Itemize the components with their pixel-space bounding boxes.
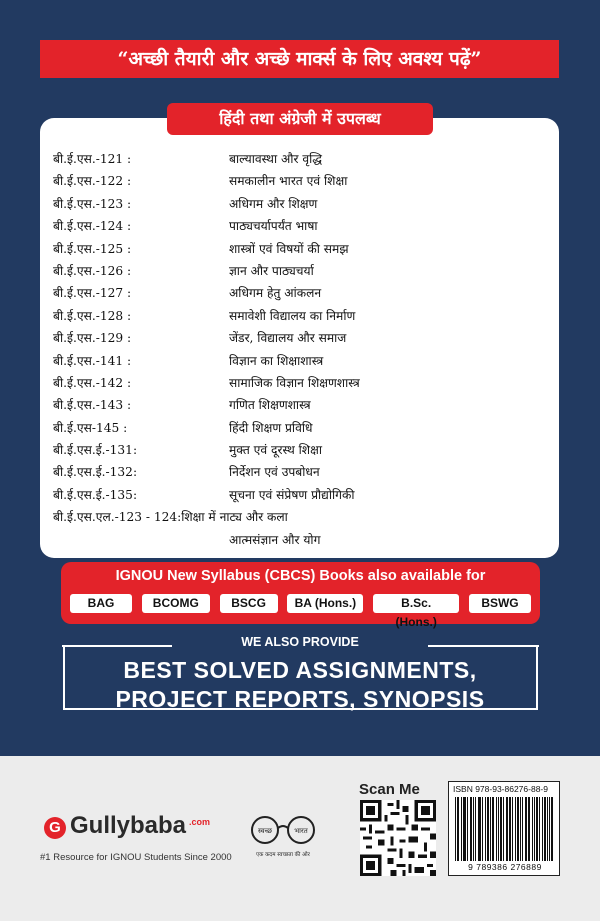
- syllabus-banner: [61, 562, 540, 629]
- course-title: अधिगम हेतु आंकलन: [229, 286, 322, 301]
- program-badge: BCOMG: [142, 594, 210, 613]
- list-item: [53, 329, 543, 351]
- course-code: बी.ई.एस.-125 :: [53, 241, 132, 256]
- course-code: बी.ई.एस.-121 :: [53, 152, 132, 166]
- tagline: #1 Resource for IGNOU Students Since 2000: [40, 852, 232, 863]
- availability-tag: हिंदी तथा अंग्रेजी में उपलब्ध: [167, 103, 433, 135]
- program-badge: BSCG: [220, 594, 278, 613]
- list-item: [53, 262, 543, 284]
- provide-line-2: PROJECT REPORTS, SYNOPSIS: [115, 686, 485, 712]
- isbn-block: [448, 781, 560, 876]
- course-title: आत्मसंज्ञान और योग: [229, 532, 321, 547]
- course-title: निर्देशन एवं उपबोधन: [229, 465, 320, 480]
- swachh-bharat-logo-icon: [243, 812, 323, 862]
- list-item: [53, 284, 543, 306]
- program-badge: BAG: [70, 594, 132, 613]
- program-badge: BA (Hons.): [287, 594, 363, 613]
- gullybaba-logo-icon: G: [44, 817, 66, 839]
- isbn-label: ISBN 978-93-86276-88-9: [453, 784, 548, 794]
- gullybaba-logo-text: Gullybaba: [70, 812, 187, 839]
- list-item: [53, 374, 543, 396]
- course-title: सूचना एवं संप्रेषण प्रौद्योगिकी: [229, 487, 355, 502]
- swachh-caption: एक कदम स्वच्छता की ओर: [256, 852, 310, 858]
- quote-banner: “अच्छी तैयारी और अच्छे मार्क्स के लिए अवश्य पढ़ें”: [40, 40, 559, 78]
- course-title: हिंदी शिक्षण प्रविधि: [229, 420, 313, 435]
- provide-line-1: BEST SOLVED ASSIGNMENTS,: [123, 657, 477, 683]
- course-code: बी.ई.एस.एल.-123 - 124:शिक्षा में नाट्य और कला: [53, 510, 288, 525]
- course-code: बी.ई.एस.-124 :: [53, 219, 132, 234]
- list-item: [53, 396, 543, 418]
- course-title: अधिगम और शिक्षण: [229, 196, 318, 211]
- course-code: बी.ई.एस.-123 :: [53, 196, 132, 211]
- list-item: [53, 195, 543, 217]
- course-code: बी.ई.एस.-122 :: [53, 174, 132, 189]
- course-title: बाल्यावस्था और वृद्धि: [229, 152, 322, 166]
- syllabus-title: IGNOU New Syllabus (CBCS) Books also available for: [115, 568, 486, 584]
- course-title: समकालीन भारत एवं शिक्षा: [229, 174, 348, 189]
- list-item: [53, 307, 543, 329]
- course-code: बी.ई.एस.-143 :: [53, 398, 132, 413]
- course-code: बी.ई.एस.ई.-131:: [53, 443, 138, 458]
- gullybaba-logo-suffix: .com: [189, 817, 211, 827]
- program-badges: [70, 594, 531, 629]
- course-code: बी.ई.एस.ई.-132:: [53, 465, 138, 480]
- course-title: पाठ्यचर्यापर्यंत भाषा: [229, 219, 318, 234]
- list-item: [53, 217, 543, 239]
- course-title: मुक्त एवं दूरस्थ शिक्षा: [229, 443, 322, 458]
- provide-label: [0, 635, 600, 649]
- course-code: बी.ई.एस.-126 :: [53, 263, 132, 278]
- list-item: [53, 508, 543, 530]
- course-list: [53, 150, 543, 553]
- list-item: [53, 531, 543, 553]
- isbn-digits: 9 789386 276889: [468, 862, 542, 872]
- course-code: बी.ई.एस.-142 :: [53, 375, 132, 390]
- list-item: [53, 486, 543, 508]
- course-title: सामाजिक विज्ञान शिक्षणशास्त्र: [229, 375, 360, 390]
- course-code: बी.ई.एस.-141 :: [53, 353, 132, 368]
- program-badge: BSWG: [469, 594, 531, 613]
- list-item: [53, 463, 543, 485]
- program-badge: B.Sc. (Hons.): [373, 594, 459, 613]
- course-title: ज्ञान और पाठ्यचर्या: [229, 263, 314, 278]
- course-title: गणित शिक्षणशास्त्र: [229, 398, 311, 413]
- provide-label-text: WE ALSO PROVIDE: [233, 635, 367, 649]
- qr-code-icon: [360, 800, 436, 876]
- list-item: [53, 150, 543, 172]
- swachh-right-text: भारत: [294, 827, 308, 835]
- list-item: [53, 172, 543, 194]
- course-code: बी.ई.एस-145 :: [53, 420, 128, 435]
- list-item: [53, 419, 543, 441]
- course-title: शास्त्रों एवं विषयों की समझ: [229, 241, 349, 256]
- course-title: समावेशी विद्यालय का निर्माण: [229, 308, 356, 323]
- list-item: [53, 441, 543, 463]
- course-code: बी.ई.एस.ई.-135:: [53, 487, 138, 502]
- course-title: विज्ञान का शिक्षाशास्त्र: [229, 353, 324, 368]
- course-code: बी.ई.एस.-128 :: [53, 308, 132, 323]
- scan-me-label: Scan Me: [359, 781, 420, 798]
- provide-services: [0, 656, 600, 714]
- course-title: जेंडर, विद्यालय और समाज: [229, 331, 347, 346]
- list-item: [53, 352, 543, 374]
- course-code: बी.ई.एस.-129 :: [53, 331, 132, 346]
- swachh-left-text: स्वच्छ: [257, 827, 273, 835]
- list-item: [53, 240, 543, 262]
- course-code: बी.ई.एस.-127 :: [53, 286, 132, 301]
- barcode-icon: [455, 797, 554, 861]
